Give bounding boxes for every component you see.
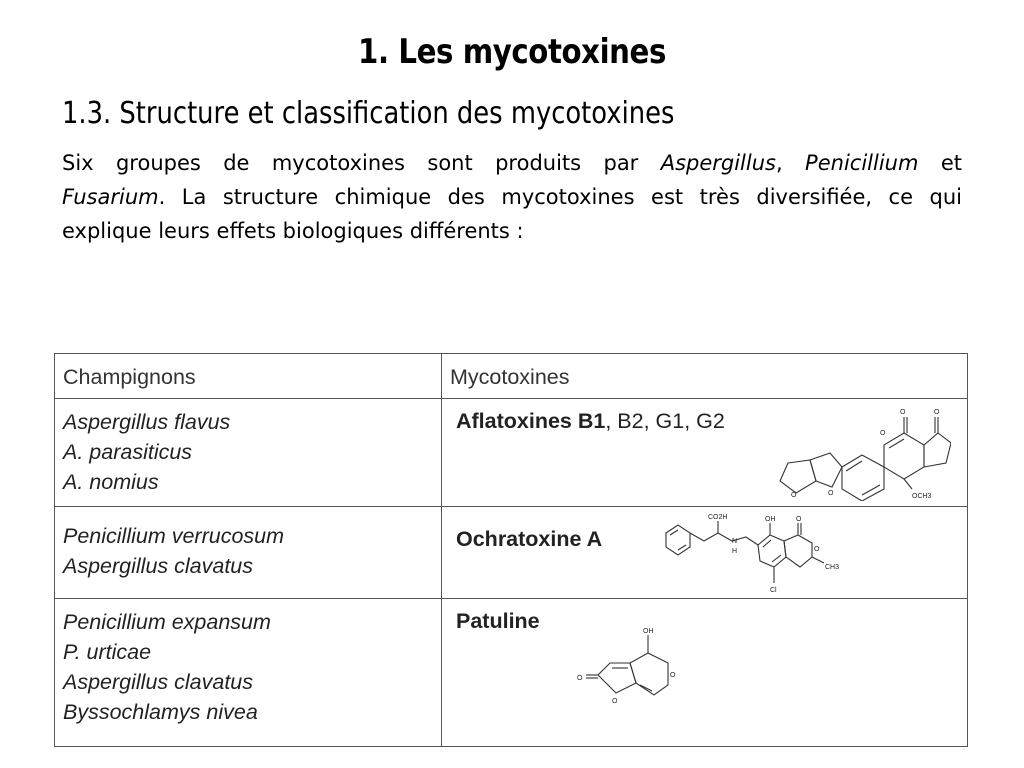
genus-aspergillus: Aspergillus xyxy=(660,151,776,175)
toxin-name xyxy=(456,527,602,552)
structure-label: O xyxy=(791,492,797,499)
table-header-row xyxy=(55,354,968,399)
table-row xyxy=(55,507,968,599)
toxin-name-bold: Patuline xyxy=(456,609,540,633)
species-cell xyxy=(55,507,442,599)
species-cell xyxy=(55,599,442,747)
paragraph-line-3: explique leurs effets biologiques différents : xyxy=(62,219,524,243)
ochratoxin-structure xyxy=(658,511,868,597)
header-champignons: Champignons xyxy=(63,365,196,389)
aflatoxin-structure xyxy=(766,405,951,501)
species-name: A. parasiticus xyxy=(63,440,193,464)
table-row xyxy=(55,399,968,507)
structure-label: O xyxy=(612,698,618,705)
paragraph-text: Six groupes de mycotoxines sont produits par xyxy=(62,151,661,175)
structure-label: OH xyxy=(643,628,654,635)
paragraph-line-1 xyxy=(62,146,962,180)
genus-penicillium: Penicillium xyxy=(805,151,919,175)
toxin-name-bold: Ochratoxine A xyxy=(456,527,603,551)
toxin-cell xyxy=(442,507,968,599)
structure-label: O xyxy=(577,675,583,682)
toxin-cell xyxy=(442,599,968,747)
toxin-cell xyxy=(442,399,968,507)
structure-label: O xyxy=(934,409,940,416)
structure-label: OCH3 xyxy=(912,493,932,500)
species-name: Aspergillus clavatus xyxy=(63,670,254,694)
header-cell xyxy=(55,354,442,399)
species-name: Penicillium expansum xyxy=(63,610,271,634)
species-name: A. nomius xyxy=(63,470,159,494)
toxin-name-bold: Aflatoxines B1 xyxy=(456,409,606,433)
structure-label: CH3 xyxy=(825,564,840,571)
slide-title: 1. Les mycotoxines xyxy=(358,32,666,72)
slide-subtitle: 1.3. Structure et classification des mycotoxines xyxy=(62,96,675,131)
structure-label: O xyxy=(670,672,676,679)
structure-label: O xyxy=(814,546,820,553)
toxin-name xyxy=(456,409,725,434)
species-name: Penicillium verrucosum xyxy=(63,524,285,548)
paragraph-text: , xyxy=(775,151,806,175)
structure-label: OH xyxy=(765,516,776,523)
toxin-name-rest: , B2, G1, G2 xyxy=(605,409,725,433)
structure-label: CO2H xyxy=(708,514,728,521)
species-name: Aspergillus clavatus xyxy=(63,554,254,578)
paragraph-text: et xyxy=(918,151,962,175)
patulin-structure xyxy=(576,623,716,723)
species-name: P. urticae xyxy=(63,640,152,664)
header-cell xyxy=(442,354,968,399)
table-row xyxy=(55,599,968,747)
structure-label: O xyxy=(796,516,802,523)
structure-label: O xyxy=(828,490,834,497)
species-cell xyxy=(55,399,442,507)
species-name: Aspergillus flavus xyxy=(63,410,231,434)
structure-label: O xyxy=(900,409,906,416)
mycotoxin-table xyxy=(54,353,968,747)
genus-fusarium: Fusarium xyxy=(62,185,159,209)
structure-label: Cl xyxy=(770,587,777,594)
structure-label: N xyxy=(732,538,738,545)
paragraph-text: . La structure chimique des mycotoxines est très diversifiée, ce qui xyxy=(158,185,962,209)
species-name: Byssochlamys nivea xyxy=(63,700,258,724)
paragraph-line-2 xyxy=(62,180,962,214)
structure-label: H xyxy=(732,548,738,555)
intro-paragraph xyxy=(62,146,962,248)
header-mycotoxines: Mycotoxines xyxy=(450,365,570,389)
toxin-name xyxy=(456,609,540,634)
structure-label: O xyxy=(880,430,886,437)
